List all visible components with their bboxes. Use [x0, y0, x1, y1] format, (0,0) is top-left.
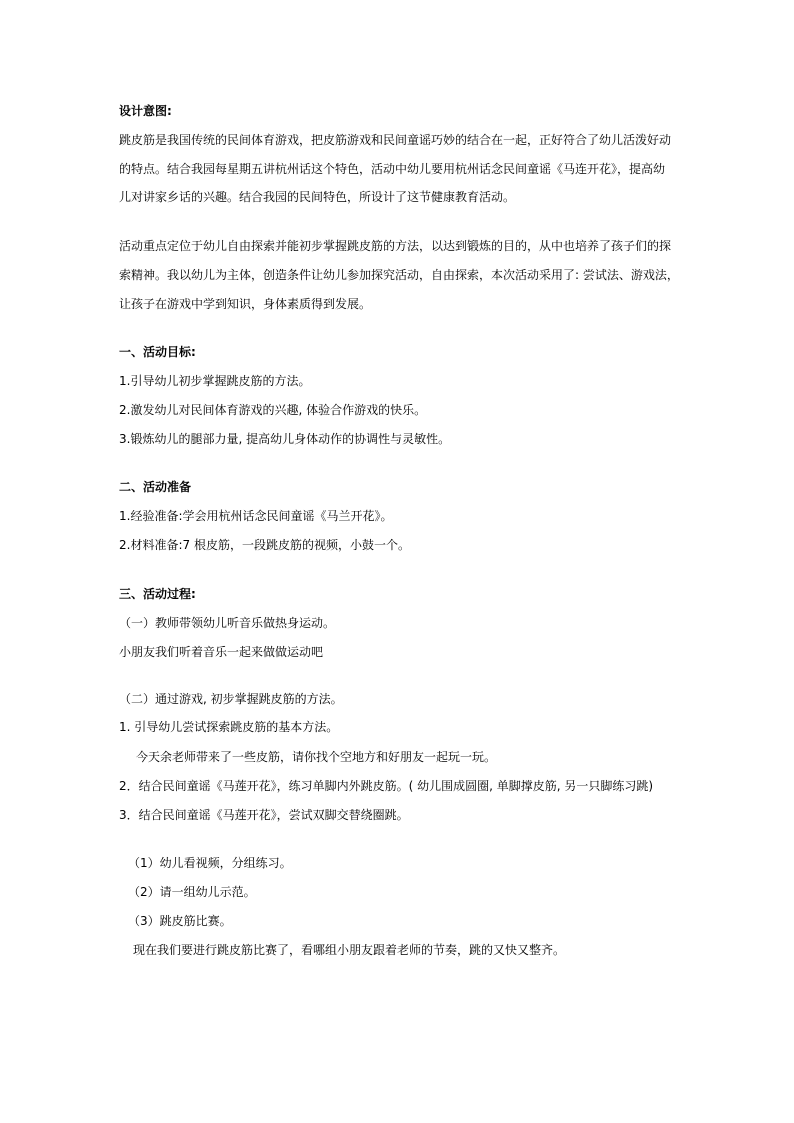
process-closing-text: 现在我们要进行跳皮筋比赛了，看哪组小朋友跟着老师的节奏，跳的又快又整齐。 [133, 943, 566, 957]
intro-line-1: 跳皮筋是我国传统的民间体育游戏，把皮筋游戏和民间童谣巧妙的结合在一起，正好符合了幼儿活泼好动 [119, 133, 672, 147]
preparation-heading: 二、活动准备 [119, 480, 192, 494]
process-step-2: 2．结合民间童谣《马莲开花》，练习单脚内外跳皮筋。( 幼儿围成圆圈, 单脚撑皮筋, 另一只脚练习跳) [119, 779, 654, 793]
process-part1-title: （一）教师带领幼儿听音乐做热身运动。 [119, 616, 336, 630]
focus-line-1: 活动重点定位于幼儿自由探索并能初步掌握跳皮筋的方法，以达到锻炼的目的，从中也培养了孩子们的探 [119, 239, 672, 253]
goal-item-2: 2.激发幼儿对民间体育游戏的兴趣, 体验合作游戏的快乐。 [119, 403, 427, 417]
focus-line-3: 让孩子在游戏中学到知识，身体素质得到发展。 [119, 297, 372, 311]
intro-line-2: 的特点。结合我园每星期五讲杭州话这个特色，活动中幼儿要用杭州话念民间童谣《马连开花》，提高幼 [119, 162, 666, 176]
process-heading: 三、活动过程: [119, 587, 196, 601]
process-sub-step-3: （3）跳皮筋比赛。 [128, 914, 232, 928]
process-step-1-text: 今天余老师带来了一些皮筋，请你找个空地方和好朋友一起玩一玩。 [136, 750, 497, 764]
process-part1-text: 小朋友我们听着音乐一起来做做运动吧 [119, 645, 324, 659]
preparation-item-1: 1.经验准备:学会用杭州话念民间童谣《马兰开花》。 [119, 509, 393, 523]
focus-line-2: 索精神。我以幼儿为主体，创造条件让幼儿参加探究活动，自由探索，本次活动采用了: 尝试法、游戏法， [119, 268, 679, 282]
process-step-3: 3．结合民间童谣《马莲开花》，尝试双脚交替绕圈跳。 [119, 808, 409, 822]
goal-item-3: 3.锻炼幼儿的腿部力量, 提高幼儿身体动作的协调性与灵敏性。 [119, 432, 451, 446]
preparation-item-2: 2.材料准备:7 根皮筋，一段跳皮筋的视频，小鼓一个。 [119, 538, 410, 552]
process-step-1: 1. 引导幼儿尝试探索跳皮筋的基本方法。 [119, 720, 339, 734]
process-sub-step-2: （2）请一组幼儿示范。 [128, 885, 256, 899]
intro-line-3: 儿对讲家乡话的兴趣。结合我园的民间特色，所设计了这节健康教育活动。 [119, 190, 516, 204]
process-sub-step-1: （1）幼儿看视频，分组练习。 [128, 856, 292, 870]
goal-item-1: 1.引导幼儿初步掌握跳皮筋的方法。 [119, 374, 311, 388]
design-intent-heading: 设计意图: [119, 104, 172, 118]
process-part2-title: （二）通过游戏, 初步掌握跳皮筋的方法。 [119, 692, 343, 706]
goals-heading: 一、活动目标: [119, 345, 196, 359]
